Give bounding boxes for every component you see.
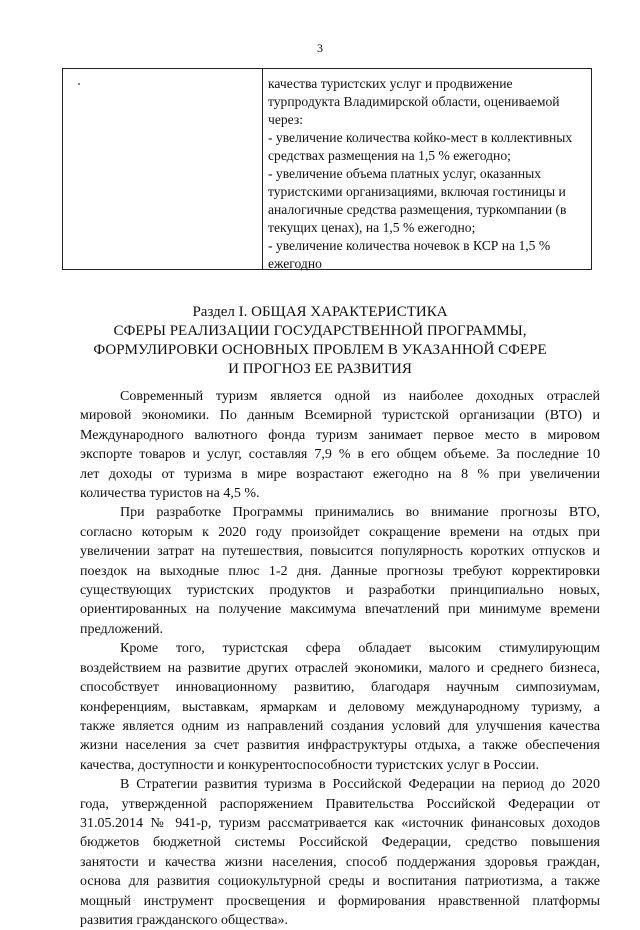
paragraph-line: воздействием на развитие других отраслей экономики, малого и среднего бизнеса, [80, 660, 600, 676]
paragraph-line: также является одним из направлений создания условий для улучшения качества [80, 718, 600, 734]
table-cell-line: - увеличение количества койко-мест в коллективных [268, 130, 573, 145]
paragraph-line: увеличении затрат на путешествия, повысится популярность коротких отпусков и [80, 544, 600, 560]
paragraph [80, 503, 600, 639]
paragraph [80, 639, 600, 775]
paragraph-line: При разработке Программы принимались во внимание прогнозы ВТО, [120, 505, 600, 521]
section-heading [0, 303, 640, 379]
paragraph-line: мировой экономики. По данным Всемирной туристской организации (ВТО) и [80, 408, 600, 424]
paragraph [80, 775, 600, 930]
paragraph-line: предложений. [80, 621, 163, 637]
paragraph-line: лет доходы от туризма в мире возрастают ежегодно на 8 % при увеличении [80, 466, 600, 482]
paragraph-line: мощный инструмент просвещения и формирования нравственной платформы [80, 893, 600, 909]
paragraph-line: 31.05.2014 № 941-р, туризм рассматривается как «источник финансовых доходов [80, 815, 600, 831]
paragraph-line: поездок на выходные плюс 1-2 дня. Данные прогнозы требуют корректировки [80, 563, 600, 579]
paragraph-line: экспорте товаров и услуг, составляя 7,9 % в его общем объеме. За последние 10 [80, 447, 600, 463]
table-cell-line: текущих ценах), на 1,5 % ежегодно; [268, 220, 476, 235]
paragraph-line: Международного валютного фонда туризм занимает первое место в мировом [80, 427, 600, 443]
page-number: 3 [317, 41, 323, 55]
table-cell-line: средствах размещения на 1,5 % ежегодно; [268, 148, 511, 163]
table-cell-line: - увеличение количества ночевок в КСР на 1,5 % [268, 238, 551, 253]
section-heading-line: И ПРОГНОЗ ЕЕ РАЗВИТИЯ [228, 361, 412, 377]
table-cell-line: через: [268, 112, 304, 127]
table-right-cell [263, 69, 591, 269]
paragraph-line: ориентированных на получение максимума впечатлений при минимуме времени [80, 602, 600, 618]
paragraph-line: занятости и качества жизни населения, способ поддержания здоровья граждан, [80, 854, 600, 870]
body-text [80, 387, 600, 930]
section-heading-line: ФОРМУЛИРОВКИ ОСНОВНЫХ ПРОБЛЕМ В УКАЗАННОЙ СФЕРЕ [93, 342, 547, 358]
paragraph-line: количества туристов на 4,5 %. [80, 486, 260, 502]
paragraph-line: Современный туризм является одной из наиболее доходных отраслей [120, 389, 600, 404]
section-heading-line: СФЕРЫ РЕАЛИЗАЦИИ ГОСУДАРСТВЕННОЙ ПРОГРАММЫ, [113, 323, 527, 339]
program-table-fragment [62, 68, 592, 270]
paragraph-line: конференциям, выставкам, ярмаркам и деловому международному туризму, а [80, 699, 600, 715]
paragraph-line: основа для развития социокультурной среды и воспитания патриотизма, а также [80, 874, 600, 890]
table-cell-line: турпродукта Владимирской области, оцениваемой [268, 94, 560, 109]
paragraph-line: способствует инновационному развитию, благодаря научным симпозиумам, [80, 680, 600, 696]
paragraph-line: жизни населения за счет развития инфраструктуры отдыха, а также обеспечения [80, 738, 600, 754]
paragraph-line: Кроме того, туристская сфера обладает высоким стимулирующим [120, 641, 600, 657]
paragraph-line: бюджетов бюджетной системы Российской Федерации, средство повышения [80, 835, 600, 851]
paragraph-line: развития гражданского общества». [80, 912, 288, 928]
table-cell-line: - увеличение объема платных услуг, оказанных [268, 166, 542, 181]
paragraph-line: существующих туристских продуктов и разработки принципиально новых, [80, 583, 600, 599]
scan-speck [78, 83, 80, 85]
paragraph-line: В Стратегии развития туризма в Российской Федерации на период до 2020 [120, 777, 600, 793]
table-left-cell [63, 69, 263, 269]
table-cell-line: качества туристских услуг и продвижение [268, 76, 513, 91]
section-heading-line: Раздел I. ОБЩАЯ ХАРАКТЕРИСТИКА [192, 304, 448, 320]
paragraph-line: согласно которым к 2020 году произойдет сокращение времени на отдых при [80, 524, 600, 540]
table-cell-line: ежегодно [268, 256, 322, 271]
paragraph [80, 387, 600, 503]
table-cell-line: туристскими организациями, включая гостиницы и [268, 184, 566, 199]
paragraph-line: года, утвержденной распоряжением Правительства Российской Федерации от [80, 796, 600, 812]
paragraph-line: качества, доступности и конкурентоспособности туристских услуг в России. [80, 757, 540, 773]
table-cell-line: аналогичные средства размещения, туркомпании (в [268, 202, 567, 217]
